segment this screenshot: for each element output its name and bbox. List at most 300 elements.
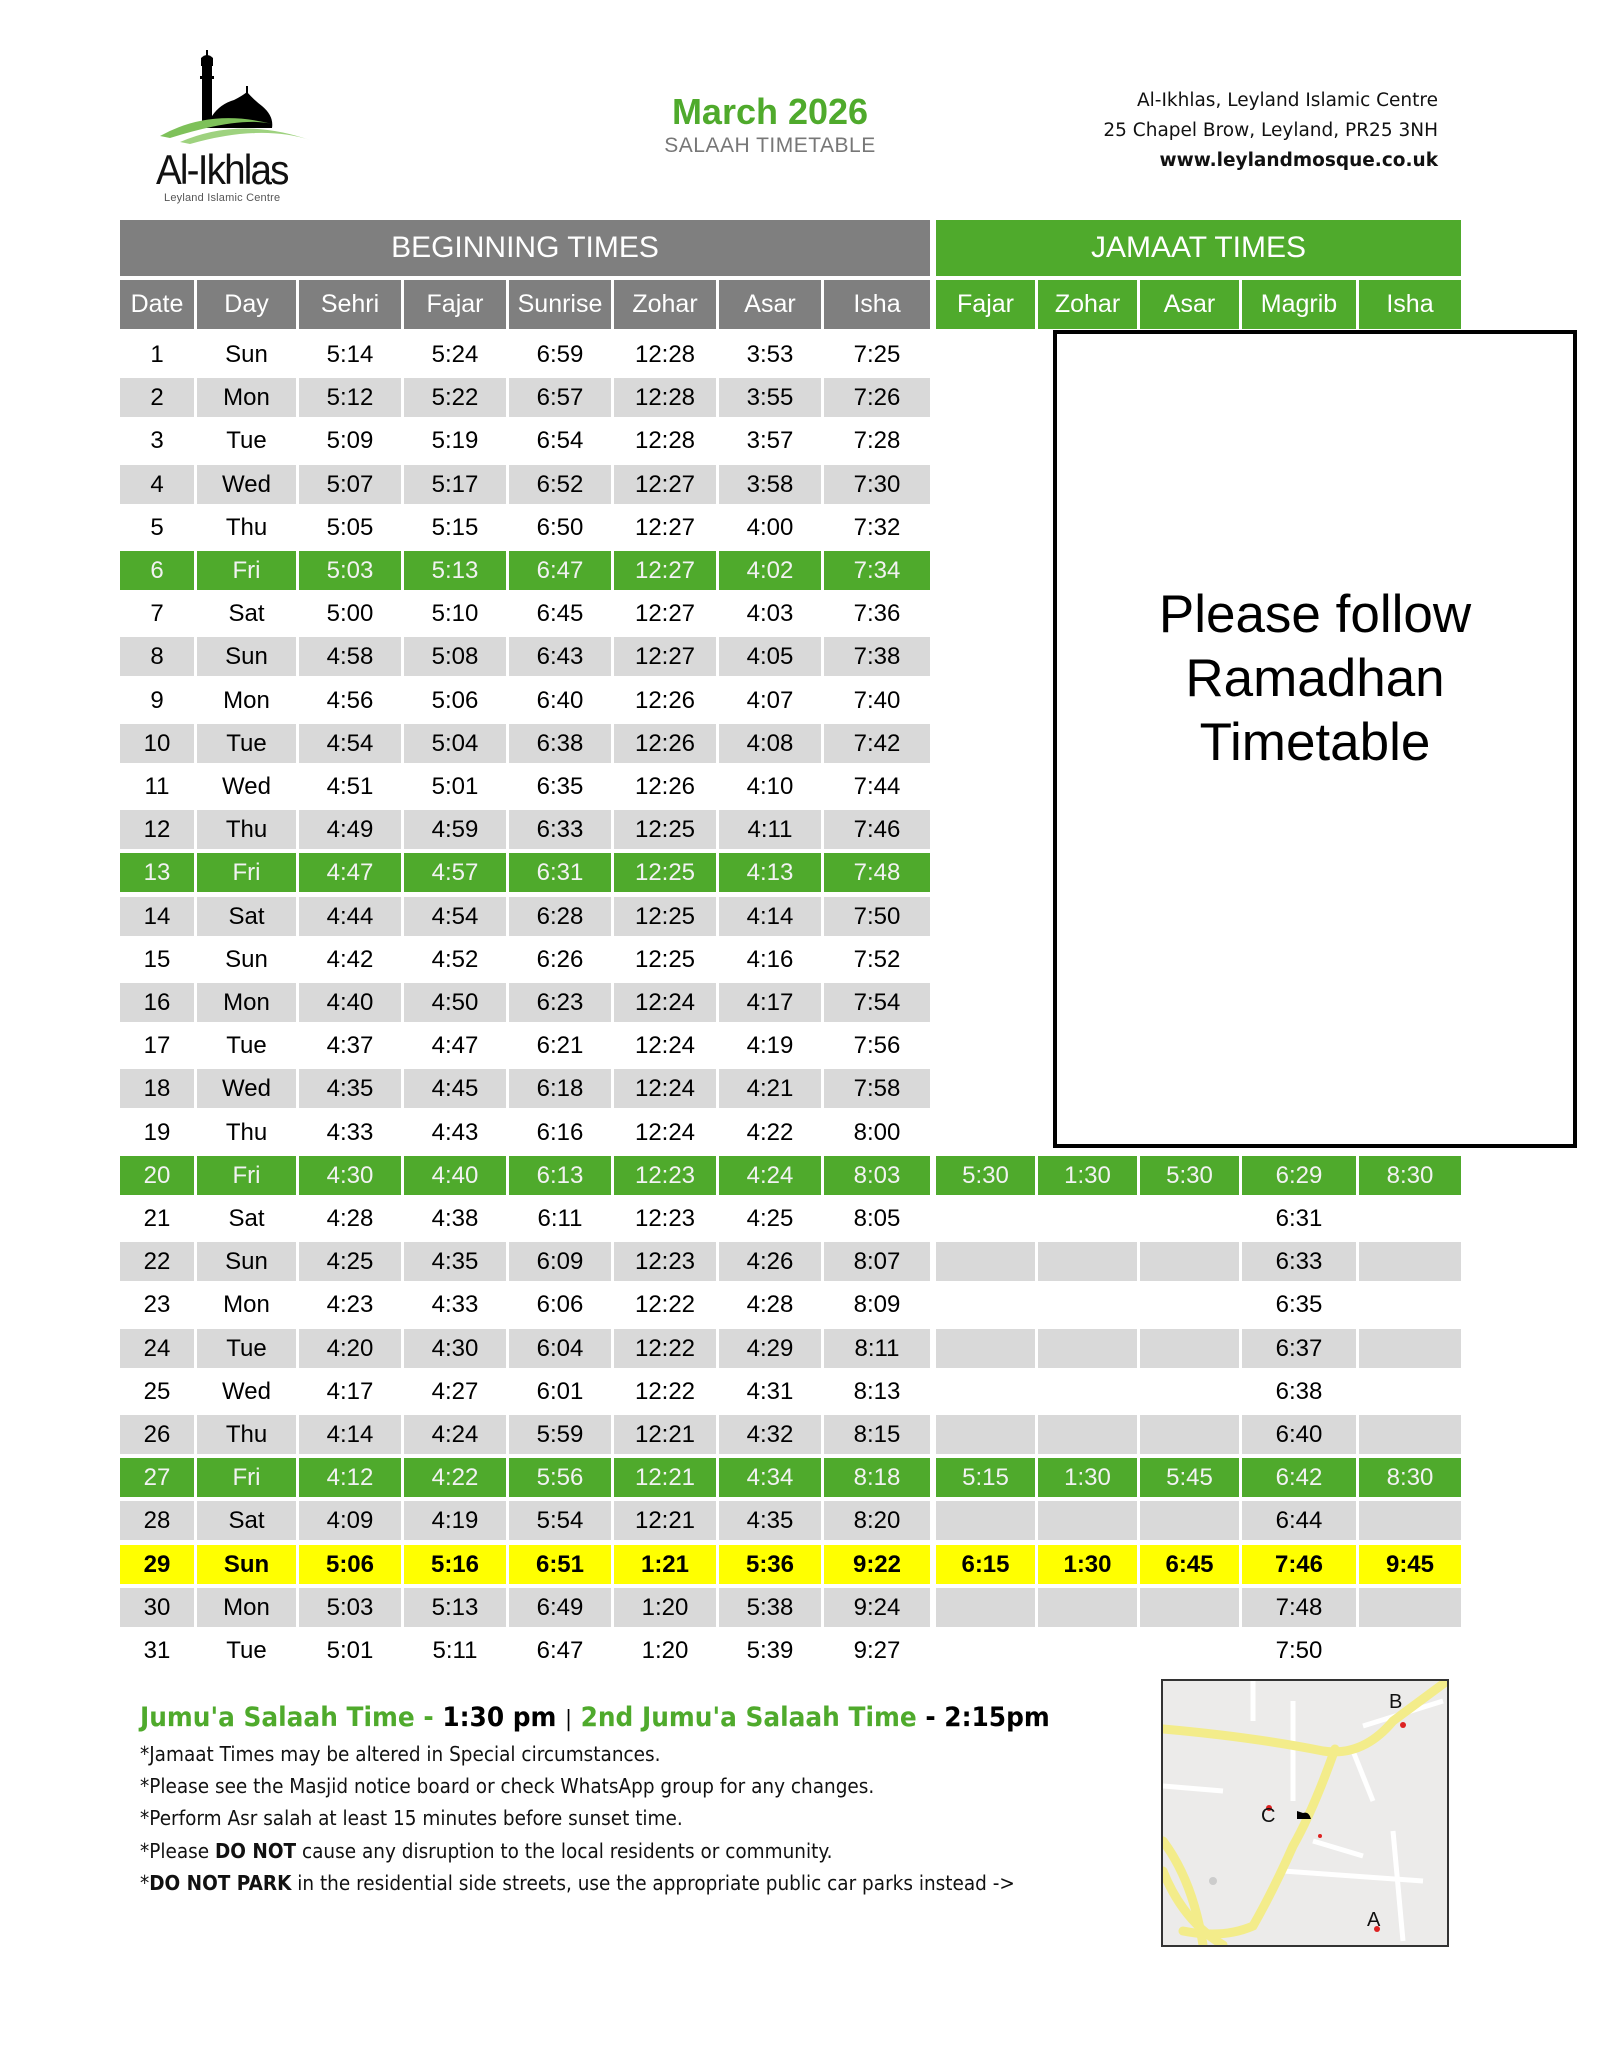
cell-isha: 8:05 bbox=[853, 1205, 901, 1232]
cell-asar: 4:02 bbox=[719, 551, 821, 590]
cell-fajar: 4:54 bbox=[404, 897, 506, 936]
cell-sunrise: 6:21 bbox=[536, 1032, 584, 1060]
beginning-times-header: BEGINNING TIMES bbox=[120, 220, 930, 276]
cell-date: 30 bbox=[120, 1588, 194, 1627]
jamaat-column-header-fajar: Fajar bbox=[936, 280, 1035, 329]
cell-zohar: 12:23 bbox=[634, 1205, 696, 1232]
cell-fajar: 5:22 bbox=[404, 378, 506, 417]
footer bbox=[140, 1700, 1140, 1899]
jamaat-cell-zohar bbox=[1038, 1329, 1137, 1368]
cell-sunrise: 6:47 bbox=[509, 551, 611, 590]
table-row bbox=[120, 1543, 1461, 1586]
cell-sunrise: 6:33 bbox=[509, 810, 611, 849]
cell-isha: 7:48 bbox=[824, 853, 930, 892]
jamaat-cell-magrib: 7:48 bbox=[1242, 1588, 1356, 1627]
cell-zohar: 12:23 bbox=[614, 1156, 716, 1195]
cell-sehri: 4:35 bbox=[299, 1069, 401, 1108]
cell-sunrise: 6:11 bbox=[537, 1205, 583, 1232]
jamaat-cell-fajar bbox=[936, 1415, 1035, 1454]
cell-zohar: 12:27 bbox=[614, 551, 716, 590]
jamaat-cell-zohar bbox=[1038, 1242, 1137, 1281]
jamaat-cell-fajar bbox=[936, 1631, 1035, 1670]
location-map[interactable] bbox=[1161, 1679, 1449, 1947]
jamaat-cell-magrib: 7:46 bbox=[1242, 1545, 1356, 1584]
jamaat-cell-isha: 8:30 bbox=[1359, 1458, 1461, 1497]
cell-fajar: 5:01 bbox=[431, 773, 479, 800]
cell-sehri: 4:12 bbox=[299, 1458, 401, 1497]
cell-isha: 7:28 bbox=[853, 427, 901, 455]
cell-isha: 7:44 bbox=[853, 773, 901, 800]
jamaat-times-header: JAMAAT TIMES bbox=[936, 220, 1461, 276]
cell-isha: 7:32 bbox=[853, 513, 901, 541]
jamaat-cell-fajar: 5:15 bbox=[936, 1458, 1035, 1497]
note-post: in the residential side streets, use the appropriate public car parks instead -> bbox=[291, 1870, 1015, 1895]
cell-sehri: 4:47 bbox=[299, 853, 401, 892]
table-row bbox=[120, 1370, 1461, 1413]
cell-day: Wed bbox=[197, 1069, 296, 1108]
cell-isha: 7:58 bbox=[824, 1069, 930, 1108]
cell-date: 3 bbox=[150, 427, 164, 455]
cell-day: Sat bbox=[197, 1501, 296, 1540]
cell-zohar: 12:26 bbox=[634, 686, 696, 714]
jamaat-cell-fajar bbox=[936, 1329, 1035, 1368]
cell-asar: 5:38 bbox=[719, 1588, 821, 1627]
cell-sunrise: 6:18 bbox=[509, 1069, 611, 1108]
jamaat-cell-magrib: 6:44 bbox=[1242, 1501, 1356, 1540]
jamaat-cell-isha bbox=[1359, 1285, 1461, 1324]
cell-fajar: 5:24 bbox=[431, 341, 479, 368]
cell-sunrise: 6:52 bbox=[509, 465, 611, 504]
cell-date: 26 bbox=[120, 1415, 194, 1454]
cell-sunrise: 6:16 bbox=[536, 1118, 584, 1146]
table-row bbox=[120, 1283, 1461, 1326]
jamaat-cell-magrib: 6:40 bbox=[1242, 1415, 1356, 1454]
cell-sehri: 4:44 bbox=[299, 897, 401, 936]
website-link[interactable]: www.leylandmosque.co.uk bbox=[1159, 150, 1438, 171]
cell-zohar: 12:24 bbox=[634, 1118, 696, 1146]
table-row bbox=[120, 1499, 1461, 1542]
cell-day: Sun bbox=[197, 1545, 296, 1584]
cell-sunrise: 6:01 bbox=[536, 1377, 584, 1405]
cell-fajar: 4:43 bbox=[431, 1118, 479, 1146]
cell-sunrise: 6:43 bbox=[509, 637, 611, 676]
cell-day: Sun bbox=[197, 637, 296, 676]
cell-zohar: 12:24 bbox=[634, 1032, 696, 1060]
cell-asar: 4:31 bbox=[746, 1377, 794, 1405]
cell-zohar: 12:27 bbox=[614, 637, 716, 676]
cell-asar: 4:29 bbox=[719, 1329, 821, 1368]
jamaat-cell-zohar bbox=[1038, 1372, 1137, 1411]
cell-asar: 4:22 bbox=[746, 1118, 794, 1146]
cell-day: Tue bbox=[197, 1329, 296, 1368]
cell-sunrise: 6:38 bbox=[509, 724, 611, 763]
jamaat-cell-fajar: 5:30 bbox=[936, 1156, 1035, 1195]
notice-line-2: Ramadhan bbox=[1185, 649, 1445, 708]
cell-zohar: 12:25 bbox=[614, 853, 716, 892]
cell-date: 22 bbox=[120, 1242, 194, 1281]
cell-day: Tue bbox=[226, 1637, 267, 1664]
cell-fajar: 4:52 bbox=[431, 945, 479, 973]
cell-date: 28 bbox=[120, 1501, 194, 1540]
cell-asar: 4:25 bbox=[746, 1205, 794, 1232]
jumua2-time: - 2:15pm bbox=[916, 1702, 1050, 1733]
jamaat-cell-asar bbox=[1140, 1329, 1239, 1368]
cell-fajar: 4:27 bbox=[431, 1377, 479, 1405]
notice-line-1: Please follow bbox=[1158, 585, 1472, 644]
cell-sehri: 4:58 bbox=[299, 637, 401, 676]
jamaat-cell-fajar bbox=[936, 1372, 1035, 1411]
cell-day: Sun bbox=[197, 1242, 296, 1281]
cell-fajar: 5:17 bbox=[404, 465, 506, 504]
jamaat-cell-magrib: 6:31 bbox=[1275, 1205, 1323, 1232]
note-pre: *Jamaat Times may be altered in Special circumstances. bbox=[140, 1742, 661, 1766]
cell-fajar: 4:33 bbox=[431, 1291, 479, 1319]
jamaat-cell-asar bbox=[1140, 1588, 1239, 1627]
cell-zohar: 12:26 bbox=[634, 773, 696, 800]
cell-date: 5 bbox=[150, 513, 164, 541]
cell-day: Thu bbox=[225, 513, 268, 541]
cell-zohar: 12:25 bbox=[634, 945, 696, 973]
cell-sehri: 4:30 bbox=[299, 1156, 401, 1195]
cell-day: Sat bbox=[228, 1205, 265, 1232]
cell-date: 17 bbox=[143, 1032, 171, 1060]
jumua-separator: | bbox=[565, 1707, 572, 1732]
cell-isha: 7:42 bbox=[824, 724, 930, 763]
jamaat-cell-zohar: 1:30 bbox=[1038, 1545, 1137, 1584]
note-item bbox=[140, 1770, 1040, 1802]
map-marker-c: C bbox=[1261, 1805, 1276, 1827]
cell-zohar: 12:27 bbox=[634, 513, 696, 541]
cell-zohar: 12:27 bbox=[614, 465, 716, 504]
jamaat-cell-isha bbox=[1359, 1242, 1461, 1281]
cell-zohar: 12:25 bbox=[614, 897, 716, 936]
cell-fajar: 4:30 bbox=[404, 1329, 506, 1368]
jumua-times bbox=[140, 1700, 1060, 1738]
jumua2-label: 2nd Jumu'a Salaah Time bbox=[580, 1702, 917, 1733]
cell-date: 8 bbox=[120, 637, 194, 676]
cell-isha: 7:50 bbox=[824, 897, 930, 936]
cell-sunrise: 6:13 bbox=[509, 1156, 611, 1195]
cell-sehri: 4:40 bbox=[299, 983, 401, 1022]
cell-sehri: 4:56 bbox=[326, 686, 374, 714]
cell-sehri: 4:23 bbox=[326, 1291, 374, 1319]
cell-date: 31 bbox=[143, 1637, 171, 1664]
cell-isha: 7:30 bbox=[824, 465, 930, 504]
jumua-label: Jumu'a Salaah Time - bbox=[140, 1702, 443, 1733]
note-pre: * bbox=[140, 1870, 150, 1895]
cell-sehri: 5:00 bbox=[326, 600, 374, 628]
cell-asar: 4:34 bbox=[719, 1458, 821, 1497]
cell-fajar: 5:16 bbox=[404, 1545, 506, 1584]
cell-date: 27 bbox=[120, 1458, 194, 1497]
cell-sunrise: 6:35 bbox=[536, 773, 584, 800]
cell-isha: 8:13 bbox=[853, 1377, 901, 1405]
cell-sunrise: 5:56 bbox=[509, 1458, 611, 1497]
cell-asar: 4:13 bbox=[719, 853, 821, 892]
jamaat-cell-fajar bbox=[936, 1588, 1035, 1627]
jamaat-cell-asar bbox=[1140, 1199, 1239, 1238]
jamaat-cell-magrib: 6:29 bbox=[1242, 1156, 1356, 1195]
mosque-icon bbox=[150, 50, 330, 150]
cell-asar: 4:08 bbox=[719, 724, 821, 763]
cell-zohar: 12:28 bbox=[634, 427, 696, 455]
column-header-isha: Isha bbox=[824, 280, 930, 329]
cell-sehri: 4:28 bbox=[326, 1205, 374, 1232]
cell-isha: 8:07 bbox=[824, 1242, 930, 1281]
jamaat-cell-magrib: 6:38 bbox=[1275, 1377, 1323, 1405]
cell-sehri: 5:06 bbox=[299, 1545, 401, 1584]
jamaat-cell-isha bbox=[1359, 1199, 1461, 1238]
cell-fajar: 4:24 bbox=[404, 1415, 506, 1454]
jamaat-cell-fajar bbox=[936, 1501, 1035, 1540]
cell-date: 4 bbox=[120, 465, 194, 504]
cell-day: Fri bbox=[197, 853, 296, 892]
column-header-sunrise: Sunrise bbox=[509, 280, 611, 329]
cell-asar: 4:00 bbox=[746, 513, 794, 541]
cell-isha: 7:26 bbox=[824, 378, 930, 417]
cell-asar: 3:53 bbox=[746, 341, 794, 368]
table-row bbox=[120, 1327, 1461, 1370]
cell-fajar: 4:19 bbox=[404, 1501, 506, 1540]
cell-asar: 3:55 bbox=[719, 378, 821, 417]
cell-fajar: 5:13 bbox=[404, 1588, 506, 1627]
cell-day: Fri bbox=[197, 551, 296, 590]
cell-asar: 4:03 bbox=[746, 600, 794, 628]
cell-asar: 3:58 bbox=[719, 465, 821, 504]
cell-isha: 9:27 bbox=[853, 1637, 901, 1664]
cell-zohar: 12:22 bbox=[634, 1377, 696, 1405]
jamaat-cell-zohar: 1:30 bbox=[1038, 1458, 1137, 1497]
cell-asar: 4:16 bbox=[746, 945, 794, 973]
note-pre: *Please bbox=[140, 1838, 215, 1863]
cell-date: 12 bbox=[120, 810, 194, 849]
cell-day: Wed bbox=[197, 465, 296, 504]
cell-fajar: 4:50 bbox=[404, 983, 506, 1022]
jamaat-cell-asar bbox=[1140, 1501, 1239, 1540]
column-header-asar: Asar bbox=[719, 280, 821, 329]
cell-isha: 7:46 bbox=[824, 810, 930, 849]
cell-sehri: 5:07 bbox=[299, 465, 401, 504]
jamaat-cell-asar bbox=[1140, 1415, 1239, 1454]
cell-date: 16 bbox=[120, 983, 194, 1022]
table-row bbox=[120, 1456, 1461, 1499]
cell-sehri: 4:14 bbox=[299, 1415, 401, 1454]
column-header-zohar: Zohar bbox=[614, 280, 716, 329]
jumua-time: 1:30 pm bbox=[442, 1702, 557, 1733]
cell-sunrise: 6:31 bbox=[509, 853, 611, 892]
cell-isha: 7:40 bbox=[853, 686, 901, 714]
jamaat-column-header-zohar: Zohar bbox=[1038, 280, 1137, 329]
cell-sunrise: 6:54 bbox=[536, 427, 584, 455]
table-row bbox=[120, 1197, 1461, 1240]
cell-asar: 4:07 bbox=[746, 686, 794, 714]
cell-day: Mon bbox=[223, 1291, 270, 1319]
note-item bbox=[140, 1802, 1040, 1834]
map-icon bbox=[1163, 1681, 1447, 1945]
cell-date: 1 bbox=[150, 341, 164, 368]
ramadhan-notice-text bbox=[1159, 583, 1471, 775]
cell-sehri: 4:42 bbox=[326, 945, 374, 973]
cell-day: Thu bbox=[225, 1118, 268, 1146]
note-post: cause any disruption to the local residents or community. bbox=[296, 1838, 833, 1863]
jamaat-cell-fajar bbox=[936, 1285, 1035, 1324]
cell-day: Wed bbox=[222, 773, 271, 800]
cell-sunrise: 6:06 bbox=[536, 1291, 584, 1319]
cell-day: Fri bbox=[197, 1156, 296, 1195]
address-line-2: 25 Chapel Brow, Leyland, PR25 3NH bbox=[1103, 120, 1438, 141]
note-item bbox=[140, 1867, 1040, 1899]
note-bold: DO NOT PARK bbox=[149, 1870, 292, 1895]
cell-day: Thu bbox=[197, 810, 296, 849]
cell-sehri: 4:33 bbox=[326, 1118, 374, 1146]
cell-date: 20 bbox=[120, 1156, 194, 1195]
cell-isha: 8:15 bbox=[824, 1415, 930, 1454]
jamaat-cell-isha bbox=[1359, 1372, 1461, 1411]
jamaat-cell-asar: 5:30 bbox=[1140, 1156, 1239, 1195]
column-header-fajar: Fajar bbox=[404, 280, 506, 329]
cell-zohar: 12:27 bbox=[634, 600, 696, 628]
cell-day: Sat bbox=[197, 897, 296, 936]
cell-fajar: 5:06 bbox=[431, 686, 479, 714]
cell-sehri: 4:20 bbox=[299, 1329, 401, 1368]
jamaat-cell-magrib: 6:42 bbox=[1242, 1458, 1356, 1497]
cell-fajar: 5:08 bbox=[404, 637, 506, 676]
note-item bbox=[140, 1738, 1040, 1770]
column-header-day: Day bbox=[197, 280, 296, 329]
cell-date: 7 bbox=[150, 600, 164, 628]
note-item bbox=[140, 1835, 1040, 1867]
jamaat-cell-asar bbox=[1140, 1242, 1239, 1281]
cell-sehri: 4:09 bbox=[299, 1501, 401, 1540]
jamaat-cell-magrib: 6:37 bbox=[1242, 1329, 1356, 1368]
table-row bbox=[120, 1586, 1461, 1629]
cell-zohar: 12:21 bbox=[614, 1458, 716, 1497]
cell-isha: 8:11 bbox=[824, 1329, 930, 1368]
jamaat-cell-isha: 9:45 bbox=[1359, 1545, 1461, 1584]
jamaat-cell-asar: 6:45 bbox=[1140, 1545, 1239, 1584]
cell-day: Tue bbox=[226, 427, 267, 455]
cell-sunrise: 6:59 bbox=[536, 341, 584, 368]
cell-asar: 4:11 bbox=[719, 810, 821, 849]
cell-sunrise: 6:26 bbox=[536, 945, 584, 973]
jamaat-column-header-asar: Asar bbox=[1140, 280, 1239, 329]
jamaat-cell-asar bbox=[1140, 1285, 1239, 1324]
cell-sehri: 4:49 bbox=[299, 810, 401, 849]
cell-date: 18 bbox=[120, 1069, 194, 1108]
cell-fajar: 5:04 bbox=[404, 724, 506, 763]
column-header-date: Date bbox=[120, 280, 194, 329]
cell-day: Thu bbox=[197, 1415, 296, 1454]
jamaat-cell-magrib: 6:35 bbox=[1275, 1291, 1323, 1319]
cell-sunrise: 5:54 bbox=[509, 1501, 611, 1540]
cell-isha: 8:18 bbox=[824, 1458, 930, 1497]
jamaat-cell-zohar bbox=[1038, 1285, 1137, 1324]
address-block bbox=[1103, 86, 1438, 176]
cell-day: Tue bbox=[226, 1032, 267, 1060]
cell-isha: 7:38 bbox=[824, 637, 930, 676]
cell-sehri: 4:51 bbox=[326, 773, 374, 800]
cell-sunrise: 6:49 bbox=[509, 1588, 611, 1627]
cell-date: 24 bbox=[120, 1329, 194, 1368]
map-marker-a: A bbox=[1367, 1909, 1381, 1931]
notes-list bbox=[140, 1738, 1140, 1899]
cell-day: Mon bbox=[197, 983, 296, 1022]
cell-asar: 4:24 bbox=[719, 1156, 821, 1195]
cell-zohar: 12:21 bbox=[614, 1501, 716, 1540]
cell-asar: 3:57 bbox=[746, 427, 794, 455]
logo-subtitle: Leyland Islamic Centre bbox=[164, 192, 281, 204]
cell-day: Mon bbox=[223, 686, 270, 714]
jamaat-cell-isha bbox=[1359, 1588, 1461, 1627]
jamaat-cell-zohar bbox=[1038, 1501, 1137, 1540]
cell-fajar: 5:13 bbox=[404, 551, 506, 590]
cell-fajar: 5:10 bbox=[431, 600, 479, 628]
jamaat-cell-zohar: 1:30 bbox=[1038, 1156, 1137, 1195]
jamaat-cell-isha bbox=[1359, 1501, 1461, 1540]
cell-isha: 7:36 bbox=[853, 600, 901, 628]
logo bbox=[150, 50, 330, 210]
cell-day: Tue bbox=[197, 724, 296, 763]
cell-sehri: 5:12 bbox=[299, 378, 401, 417]
page-title: March 2026 bbox=[671, 91, 869, 132]
map-marker-b: B bbox=[1389, 1691, 1403, 1713]
cell-sehri: 5:03 bbox=[299, 551, 401, 590]
cell-sehri: 5:05 bbox=[326, 513, 374, 541]
cell-sunrise: 6:28 bbox=[509, 897, 611, 936]
cell-fajar: 4:38 bbox=[431, 1205, 479, 1232]
cell-zohar: 1:20 bbox=[641, 1637, 689, 1664]
cell-date: 14 bbox=[120, 897, 194, 936]
jamaat-cell-magrib: 7:50 bbox=[1275, 1637, 1323, 1664]
note-bold: DO NOT bbox=[214, 1838, 297, 1863]
cell-day: Sun bbox=[225, 945, 268, 973]
cell-sunrise: 6:47 bbox=[536, 1637, 584, 1664]
logo-name: Al-Ikhlas bbox=[156, 146, 288, 193]
cell-isha: 7:25 bbox=[853, 341, 901, 368]
cell-sunrise: 6:04 bbox=[509, 1329, 611, 1368]
cell-zohar: 12:25 bbox=[614, 810, 716, 849]
cell-fajar: 4:57 bbox=[404, 853, 506, 892]
cell-asar: 4:26 bbox=[719, 1242, 821, 1281]
cell-sehri: 4:25 bbox=[299, 1242, 401, 1281]
cell-sunrise: 6:23 bbox=[509, 983, 611, 1022]
cell-sehri: 4:37 bbox=[326, 1032, 374, 1060]
cell-sunrise: 6:57 bbox=[509, 378, 611, 417]
jamaat-cell-zohar bbox=[1038, 1631, 1137, 1670]
cell-asar: 4:28 bbox=[746, 1291, 794, 1319]
cell-sehri: 4:54 bbox=[299, 724, 401, 763]
cell-sehri: 5:01 bbox=[326, 1637, 374, 1664]
cell-fajar: 4:45 bbox=[404, 1069, 506, 1108]
cell-day: Mon bbox=[197, 1588, 296, 1627]
cell-asar: 4:32 bbox=[719, 1415, 821, 1454]
cell-isha: 8:09 bbox=[853, 1291, 901, 1319]
cell-date: 23 bbox=[143, 1291, 171, 1319]
cell-zohar: 1:21 bbox=[614, 1545, 716, 1584]
cell-sunrise: 6:45 bbox=[536, 600, 584, 628]
jamaat-cell-zohar bbox=[1038, 1415, 1137, 1454]
cell-isha: 7:34 bbox=[824, 551, 930, 590]
notice-line-3: Timetable bbox=[1199, 713, 1431, 772]
cell-asar: 4:19 bbox=[746, 1032, 794, 1060]
table-row bbox=[120, 1240, 1461, 1283]
cell-sunrise: 6:50 bbox=[536, 513, 584, 541]
cell-sehri: 5:14 bbox=[326, 341, 374, 368]
jamaat-cell-fajar bbox=[936, 1199, 1035, 1238]
address-line-1: Al-Ikhlas, Leyland Islamic Centre bbox=[1136, 90, 1438, 111]
cell-date: 29 bbox=[120, 1545, 194, 1584]
cell-fajar: 5:19 bbox=[431, 427, 479, 455]
